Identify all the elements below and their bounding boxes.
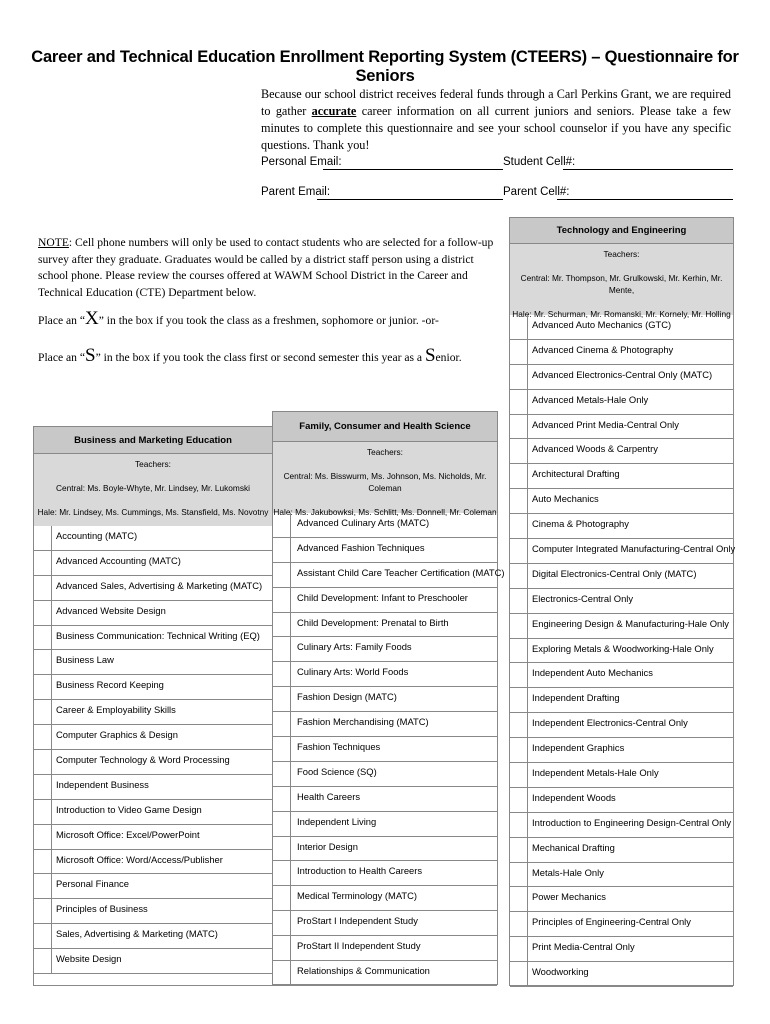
course-row xyxy=(510,863,733,888)
course-checkbox[interactable] xyxy=(273,588,291,612)
business-course-list xyxy=(34,526,272,974)
course-name: Electronics-Central Only xyxy=(532,592,634,604)
course-checkbox[interactable] xyxy=(510,315,528,339)
course-name: Independent Graphics xyxy=(532,742,625,754)
course-row xyxy=(273,837,497,862)
course-checkbox[interactable] xyxy=(510,390,528,414)
course-row xyxy=(273,787,497,812)
course-name: Advanced Woods & Carpentry xyxy=(532,443,658,455)
course-row xyxy=(273,812,497,837)
course-checkbox[interactable] xyxy=(510,738,528,762)
course-checkbox[interactable] xyxy=(34,949,52,973)
course-name: Child Development: Prenatal to Birth xyxy=(297,616,449,628)
instruction-s-letter-2: S xyxy=(424,345,436,366)
page-title: Career and Technical Education Enrollment Reporting System (CTEERS) – Questionnaire for Seniors xyxy=(31,48,739,85)
course-row xyxy=(510,489,733,514)
course-checkbox[interactable] xyxy=(34,750,52,774)
course-name: Architectural Drafting xyxy=(532,468,620,480)
course-row xyxy=(510,738,733,763)
course-name: Cinema & Photography xyxy=(532,518,629,530)
course-row xyxy=(273,936,497,961)
course-checkbox[interactable] xyxy=(34,601,52,625)
technology-header: Technology and Engineering xyxy=(510,218,733,244)
course-row xyxy=(273,737,497,762)
course-name: Digital Electronics-Central Only (MATC) xyxy=(532,567,697,579)
course-row xyxy=(34,800,272,825)
family-column xyxy=(272,411,505,985)
course-checkbox[interactable] xyxy=(510,912,528,936)
course-checkbox[interactable] xyxy=(510,464,528,488)
course-name: Advanced Culinary Arts (MATC) xyxy=(297,517,430,528)
technology-column xyxy=(509,217,734,986)
course-row xyxy=(34,850,272,875)
course-checkbox[interactable] xyxy=(34,551,52,575)
course-checkbox[interactable] xyxy=(510,564,528,588)
course-name: Fashion Design (MATC) xyxy=(297,691,397,703)
course-checkbox[interactable] xyxy=(34,675,52,699)
course-row xyxy=(273,861,497,886)
course-row xyxy=(34,700,272,725)
course-name: Interior Design xyxy=(297,840,358,852)
course-row xyxy=(34,874,272,899)
course-row xyxy=(273,762,497,787)
course-name: Mechanical Drafting xyxy=(532,841,615,853)
course-name: Health Careers xyxy=(297,790,361,802)
course-name: Assistant Child Care Teacher Certification (MATC) xyxy=(297,566,505,578)
course-row xyxy=(510,315,733,340)
course-row xyxy=(34,526,272,551)
student-cell-field[interactable] xyxy=(563,169,733,170)
course-row xyxy=(273,662,497,687)
course-name: Independent Living xyxy=(297,815,377,827)
course-name: Auto Mechanics xyxy=(532,493,599,505)
course-checkbox[interactable] xyxy=(34,576,52,600)
course-name: Principles of Business xyxy=(56,903,148,915)
course-name: ProStart I Independent Study xyxy=(297,915,418,927)
course-checkbox[interactable] xyxy=(34,526,52,550)
course-checkbox[interactable] xyxy=(34,800,52,824)
course-name: Engineering Design & Manufacturing-Hale Only xyxy=(532,617,729,629)
course-row xyxy=(273,613,497,638)
business-teachers-hale: Hale: Mr. Lindsey, Ms. Cummings, Ms. Stansfield, Ms. Novotny xyxy=(37,507,269,517)
course-row xyxy=(510,763,733,788)
instruction-x-letter: X xyxy=(85,308,99,329)
course-row xyxy=(510,464,733,489)
course-name: Business Communication: Technical Writing (EQ) xyxy=(56,629,260,641)
instruction-x-post: ” in the box if you took the class as a freshmen, sophomore or junior. -or- xyxy=(98,314,439,327)
course-row xyxy=(510,663,733,688)
course-name: Advanced Fashion Techniques xyxy=(297,541,425,553)
course-checkbox[interactable] xyxy=(273,762,291,786)
course-name: Computer Technology & Word Processing xyxy=(56,754,230,766)
course-checkbox[interactable] xyxy=(510,788,528,812)
business-teachers-central: Central: Ms. Boyle-Whyte, Mr. Lindsey, Mr. Lukomski xyxy=(56,483,250,493)
course-checkbox[interactable] xyxy=(273,787,291,811)
course-row xyxy=(510,937,733,962)
course-checkbox[interactable] xyxy=(273,737,291,761)
intro-emphasis: accurate xyxy=(311,104,357,118)
course-checkbox[interactable] xyxy=(510,639,528,663)
instruction-x xyxy=(38,308,439,330)
family-teachers-central: Central: Ms. Bisswurm, Ms. Johnson, Ms. Nicholds, Mr. Coleman xyxy=(283,471,487,493)
course-name: Advanced Accounting (MATC) xyxy=(56,554,181,566)
course-name: Business Record Keeping xyxy=(56,679,164,691)
course-name: Print Media-Central Only xyxy=(532,941,635,953)
note-paragraph xyxy=(38,235,500,301)
course-row xyxy=(510,564,733,589)
course-row xyxy=(510,838,733,863)
course-name: Independent Metals-Hale Only xyxy=(532,767,659,779)
course-name: Business Law xyxy=(56,654,114,666)
parent-email-label: Parent Email: xyxy=(261,186,331,198)
course-row xyxy=(34,551,272,576)
course-checkbox[interactable] xyxy=(510,439,528,463)
course-name: ProStart II Independent Study xyxy=(297,940,421,952)
technology-teachers xyxy=(510,244,733,319)
course-name: Power Mechanics xyxy=(532,891,606,903)
course-name: Child Development: Infant to Preschooler xyxy=(297,591,468,603)
instruction-s-mid: ” in the box if you took the class first or second semester this year as a xyxy=(95,351,425,364)
course-checkbox[interactable] xyxy=(34,775,52,799)
course-row xyxy=(34,650,272,675)
course-row xyxy=(34,601,272,626)
course-row xyxy=(510,340,733,365)
course-row xyxy=(510,962,733,987)
course-checkbox[interactable] xyxy=(34,626,52,650)
course-name: Microsoft Office: Word/Access/Publisher xyxy=(56,853,223,865)
intro-text-before: Because our school district receives federal funds through a Carl Perkins Grant, we are required to gather xyxy=(261,87,731,118)
course-checkbox[interactable] xyxy=(34,700,52,724)
student-cell-label: Student Cell#: xyxy=(503,156,576,168)
course-row xyxy=(273,911,497,936)
parent-email-field[interactable] xyxy=(317,199,503,200)
course-checkbox[interactable] xyxy=(510,713,528,737)
course-name: Website Design xyxy=(56,953,122,965)
course-checkbox[interactable] xyxy=(510,887,528,911)
course-row xyxy=(273,961,497,986)
course-checkbox[interactable] xyxy=(273,936,291,960)
course-name: Independent Business xyxy=(56,778,149,790)
course-checkbox[interactable] xyxy=(34,825,52,849)
course-name: Fashion Merchandising (MATC) xyxy=(297,716,429,728)
course-checkbox[interactable] xyxy=(273,563,291,587)
family-header: Family, Consumer and Health Science xyxy=(273,412,497,442)
business-column xyxy=(33,426,273,986)
course-name: Metals-Hale Only xyxy=(532,866,604,878)
course-checkbox[interactable] xyxy=(273,513,291,537)
course-row xyxy=(273,637,497,662)
course-checkbox[interactable] xyxy=(510,663,528,687)
instruction-x-pre: Place an “ xyxy=(38,314,85,327)
course-row xyxy=(273,538,497,563)
intro-text-after: career information on all current juniors and seniors. Please take a few minutes to complete this questionnaire and see your school counselor if you have any specific questions. Thank you! xyxy=(261,104,731,152)
parent-cell-field[interactable] xyxy=(557,199,733,200)
business-header: Business and Marketing Education xyxy=(34,427,272,454)
course-checkbox[interactable] xyxy=(510,937,528,961)
course-name: Microsoft Office: Excel/PowerPoint xyxy=(56,828,200,840)
course-name: Computer Integrated Manufacturing-Central Only xyxy=(532,543,736,555)
contact-row-2 xyxy=(261,186,733,202)
course-checkbox[interactable] xyxy=(510,415,528,439)
course-checkbox[interactable] xyxy=(273,637,291,661)
technology-teachers-label: Teachers: xyxy=(603,249,640,259)
course-checkbox[interactable] xyxy=(510,340,528,364)
course-name: Principles of Engineering-Central Only xyxy=(532,916,691,928)
course-checkbox[interactable] xyxy=(510,539,528,563)
course-row xyxy=(34,775,272,800)
course-row xyxy=(34,675,272,700)
course-name: Woodworking xyxy=(532,966,589,978)
course-name: Food Science (SQ) xyxy=(297,765,377,777)
course-checkbox[interactable] xyxy=(273,812,291,836)
course-checkbox[interactable] xyxy=(273,538,291,562)
course-checkbox[interactable] xyxy=(510,614,528,638)
course-checkbox[interactable] xyxy=(510,514,528,538)
intro-paragraph xyxy=(261,86,731,154)
course-row xyxy=(510,539,736,564)
course-row xyxy=(510,912,733,937)
course-row xyxy=(510,813,733,838)
course-row xyxy=(34,750,272,775)
course-row xyxy=(34,576,272,601)
course-row xyxy=(273,886,497,911)
course-checkbox[interactable] xyxy=(510,365,528,389)
course-name: Accounting (MATC) xyxy=(56,530,138,541)
course-name: Advanced Electronics-Central Only (MATC) xyxy=(532,368,713,380)
course-row xyxy=(510,514,733,539)
instruction-s-pre: Place an “ xyxy=(38,351,85,364)
course-row xyxy=(34,899,272,924)
instruction-s xyxy=(38,345,462,367)
business-teachers xyxy=(34,454,272,526)
course-row xyxy=(510,639,733,664)
course-name: Advanced Print Media-Central Only xyxy=(532,418,679,430)
course-checkbox[interactable] xyxy=(273,712,291,736)
course-name: Introduction to Health Careers xyxy=(297,865,423,877)
course-name: Culinary Arts: World Foods xyxy=(297,666,409,678)
family-teachers xyxy=(273,442,497,517)
course-row xyxy=(34,949,272,974)
course-checkbox[interactable] xyxy=(510,589,528,613)
note-label: NOTE xyxy=(38,236,69,249)
course-name: Personal Finance xyxy=(56,878,129,890)
course-row xyxy=(510,439,733,464)
course-checkbox[interactable] xyxy=(34,650,52,674)
course-row xyxy=(510,614,733,639)
course-checkbox[interactable] xyxy=(510,813,528,837)
course-checkbox[interactable] xyxy=(34,725,52,749)
family-course-list xyxy=(273,513,505,986)
course-name: Fashion Techniques xyxy=(297,741,381,753)
course-name: Advanced Cinema & Photography xyxy=(532,343,674,355)
course-checkbox[interactable] xyxy=(273,662,291,686)
course-checkbox[interactable] xyxy=(273,613,291,637)
personal-email-label: Personal Email: xyxy=(261,156,342,168)
course-row xyxy=(34,924,272,949)
course-row xyxy=(510,589,733,614)
course-checkbox[interactable] xyxy=(510,962,528,986)
course-row xyxy=(273,712,497,737)
course-name: Advanced Sales, Advertising & Marketing (MATC) xyxy=(56,579,263,591)
course-name: Independent Woods xyxy=(532,791,616,803)
course-name: Exploring Metals & Woodworking-Hale Only xyxy=(532,642,714,654)
course-checkbox[interactable] xyxy=(273,687,291,711)
course-row xyxy=(34,725,272,750)
personal-email-field[interactable] xyxy=(323,169,503,170)
course-row xyxy=(510,415,733,440)
course-name: Independent Electronics-Central Only xyxy=(532,717,688,729)
parent-cell-label: Parent Cell#: xyxy=(503,186,570,198)
technology-course-list xyxy=(510,315,736,987)
course-row xyxy=(273,513,497,538)
course-name: Relationships & Communication xyxy=(297,965,430,977)
course-checkbox[interactable] xyxy=(34,850,52,874)
course-checkbox[interactable] xyxy=(34,899,52,923)
course-name: Computer Graphics & Design xyxy=(56,729,178,741)
course-checkbox[interactable] xyxy=(510,688,528,712)
course-name: Advanced Auto Mechanics (GTC) xyxy=(532,319,672,330)
course-checkbox[interactable] xyxy=(510,763,528,787)
course-row xyxy=(510,688,733,713)
course-row xyxy=(510,713,733,738)
course-row xyxy=(273,563,505,588)
course-name: Career & Employability Skills xyxy=(56,704,176,716)
course-row xyxy=(510,390,733,415)
course-checkbox[interactable] xyxy=(273,886,291,910)
course-name: Introduction to Video Game Design xyxy=(56,803,202,815)
course-row xyxy=(34,825,272,850)
course-row xyxy=(510,788,733,813)
instruction-s-end: enior. xyxy=(435,351,462,364)
course-name: Culinary Arts: Family Foods xyxy=(297,641,412,653)
course-checkbox[interactable] xyxy=(510,863,528,887)
course-name: Independent Auto Mechanics xyxy=(532,667,653,679)
business-teachers-label: Teachers: xyxy=(135,459,171,469)
note-text: : Cell phone numbers will only be used to contact students who are selected for a follow-up survey after they graduate. Graduates would be called by a district staff person using a district school phone. Please review the courses offered at WAWM School District in the Career and Technical Education (CTE) Department below. xyxy=(38,236,494,299)
technology-teachers-hale: Hale: Mr. Schurman, Mr. Romanski, Mr. Kornely, Mr. Holling xyxy=(512,309,731,319)
course-name: Independent Drafting xyxy=(532,692,620,704)
course-checkbox[interactable] xyxy=(273,961,291,985)
course-row xyxy=(510,887,733,912)
family-teachers-hale: Hale: Ms. Jakubowksi, Ms. Schlitt, Ms. Donnell, Mr. Coleman xyxy=(273,507,497,517)
course-row xyxy=(34,626,272,651)
course-checkbox[interactable] xyxy=(510,838,528,862)
contact-row-1 xyxy=(261,156,733,172)
course-name: Advanced Metals-Hale Only xyxy=(532,393,649,405)
course-row xyxy=(273,687,497,712)
course-name: Medical Terminology (MATC) xyxy=(297,890,417,902)
course-checkbox[interactable] xyxy=(510,489,528,513)
course-row xyxy=(273,588,497,613)
course-row xyxy=(510,365,733,390)
course-checkbox[interactable] xyxy=(34,874,52,898)
course-checkbox[interactable] xyxy=(273,837,291,861)
course-checkbox[interactable] xyxy=(273,911,291,935)
course-checkbox[interactable] xyxy=(273,861,291,885)
instruction-s-letter: S xyxy=(85,345,96,366)
course-checkbox[interactable] xyxy=(34,924,52,948)
technology-teachers-central: Central: Mr. Thompson, Mr. Grulkowski, Mr. Kerhin, Mr. Mente, xyxy=(520,273,723,295)
course-name: Introduction to Engineering Design-Central Only xyxy=(532,816,732,828)
family-teachers-label: Teachers: xyxy=(367,447,403,457)
course-name: Advanced Website Design xyxy=(56,604,166,616)
course-name: Sales, Advertising & Marketing (MATC) xyxy=(56,928,218,940)
